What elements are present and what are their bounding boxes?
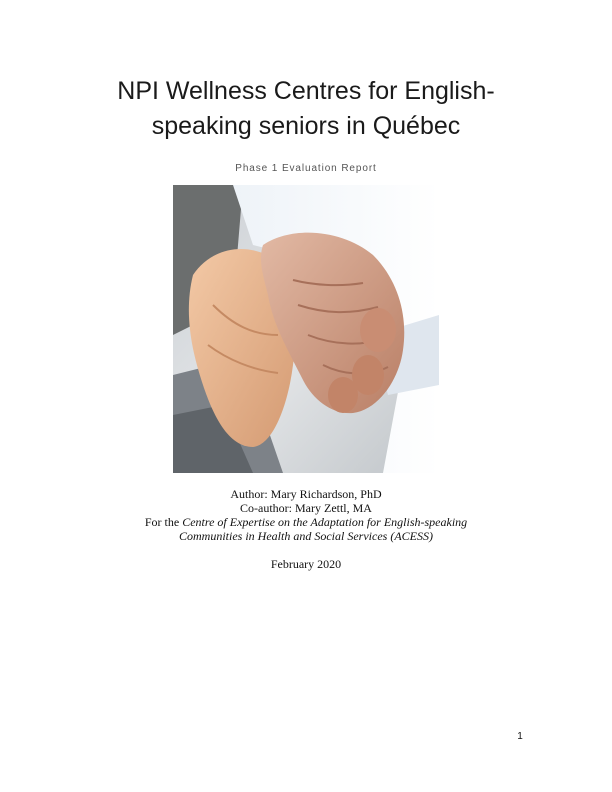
report-subtitle: Phase 1 Evaluation Report (235, 163, 377, 174)
page-number: 1 (517, 731, 523, 742)
title-line-2: speaking seniors in Québec (151, 112, 461, 140)
title-line-1: NPI Wellness Centres for English- (117, 77, 495, 105)
credits-block (60, 487, 552, 543)
report-date: February 2020 (270, 557, 342, 571)
author-line: Author: Mary Richardson, PhD (230, 487, 382, 501)
holding-hands-photo-icon (173, 185, 439, 473)
organization-line-2 (60, 529, 552, 543)
organization-line-1 (60, 515, 552, 529)
report-title (60, 74, 552, 144)
organization-name-part-2: Communities in Health and Social Services (ACESS) (179, 529, 433, 543)
cover-photo (173, 185, 439, 473)
coauthor-line: Co-author: Mary Zettl, MA (240, 501, 372, 515)
organization-name-part-1: Centre of Expertise on the Adaptation for English-speaking (182, 515, 468, 529)
for-prefix: For the (144, 515, 183, 529)
